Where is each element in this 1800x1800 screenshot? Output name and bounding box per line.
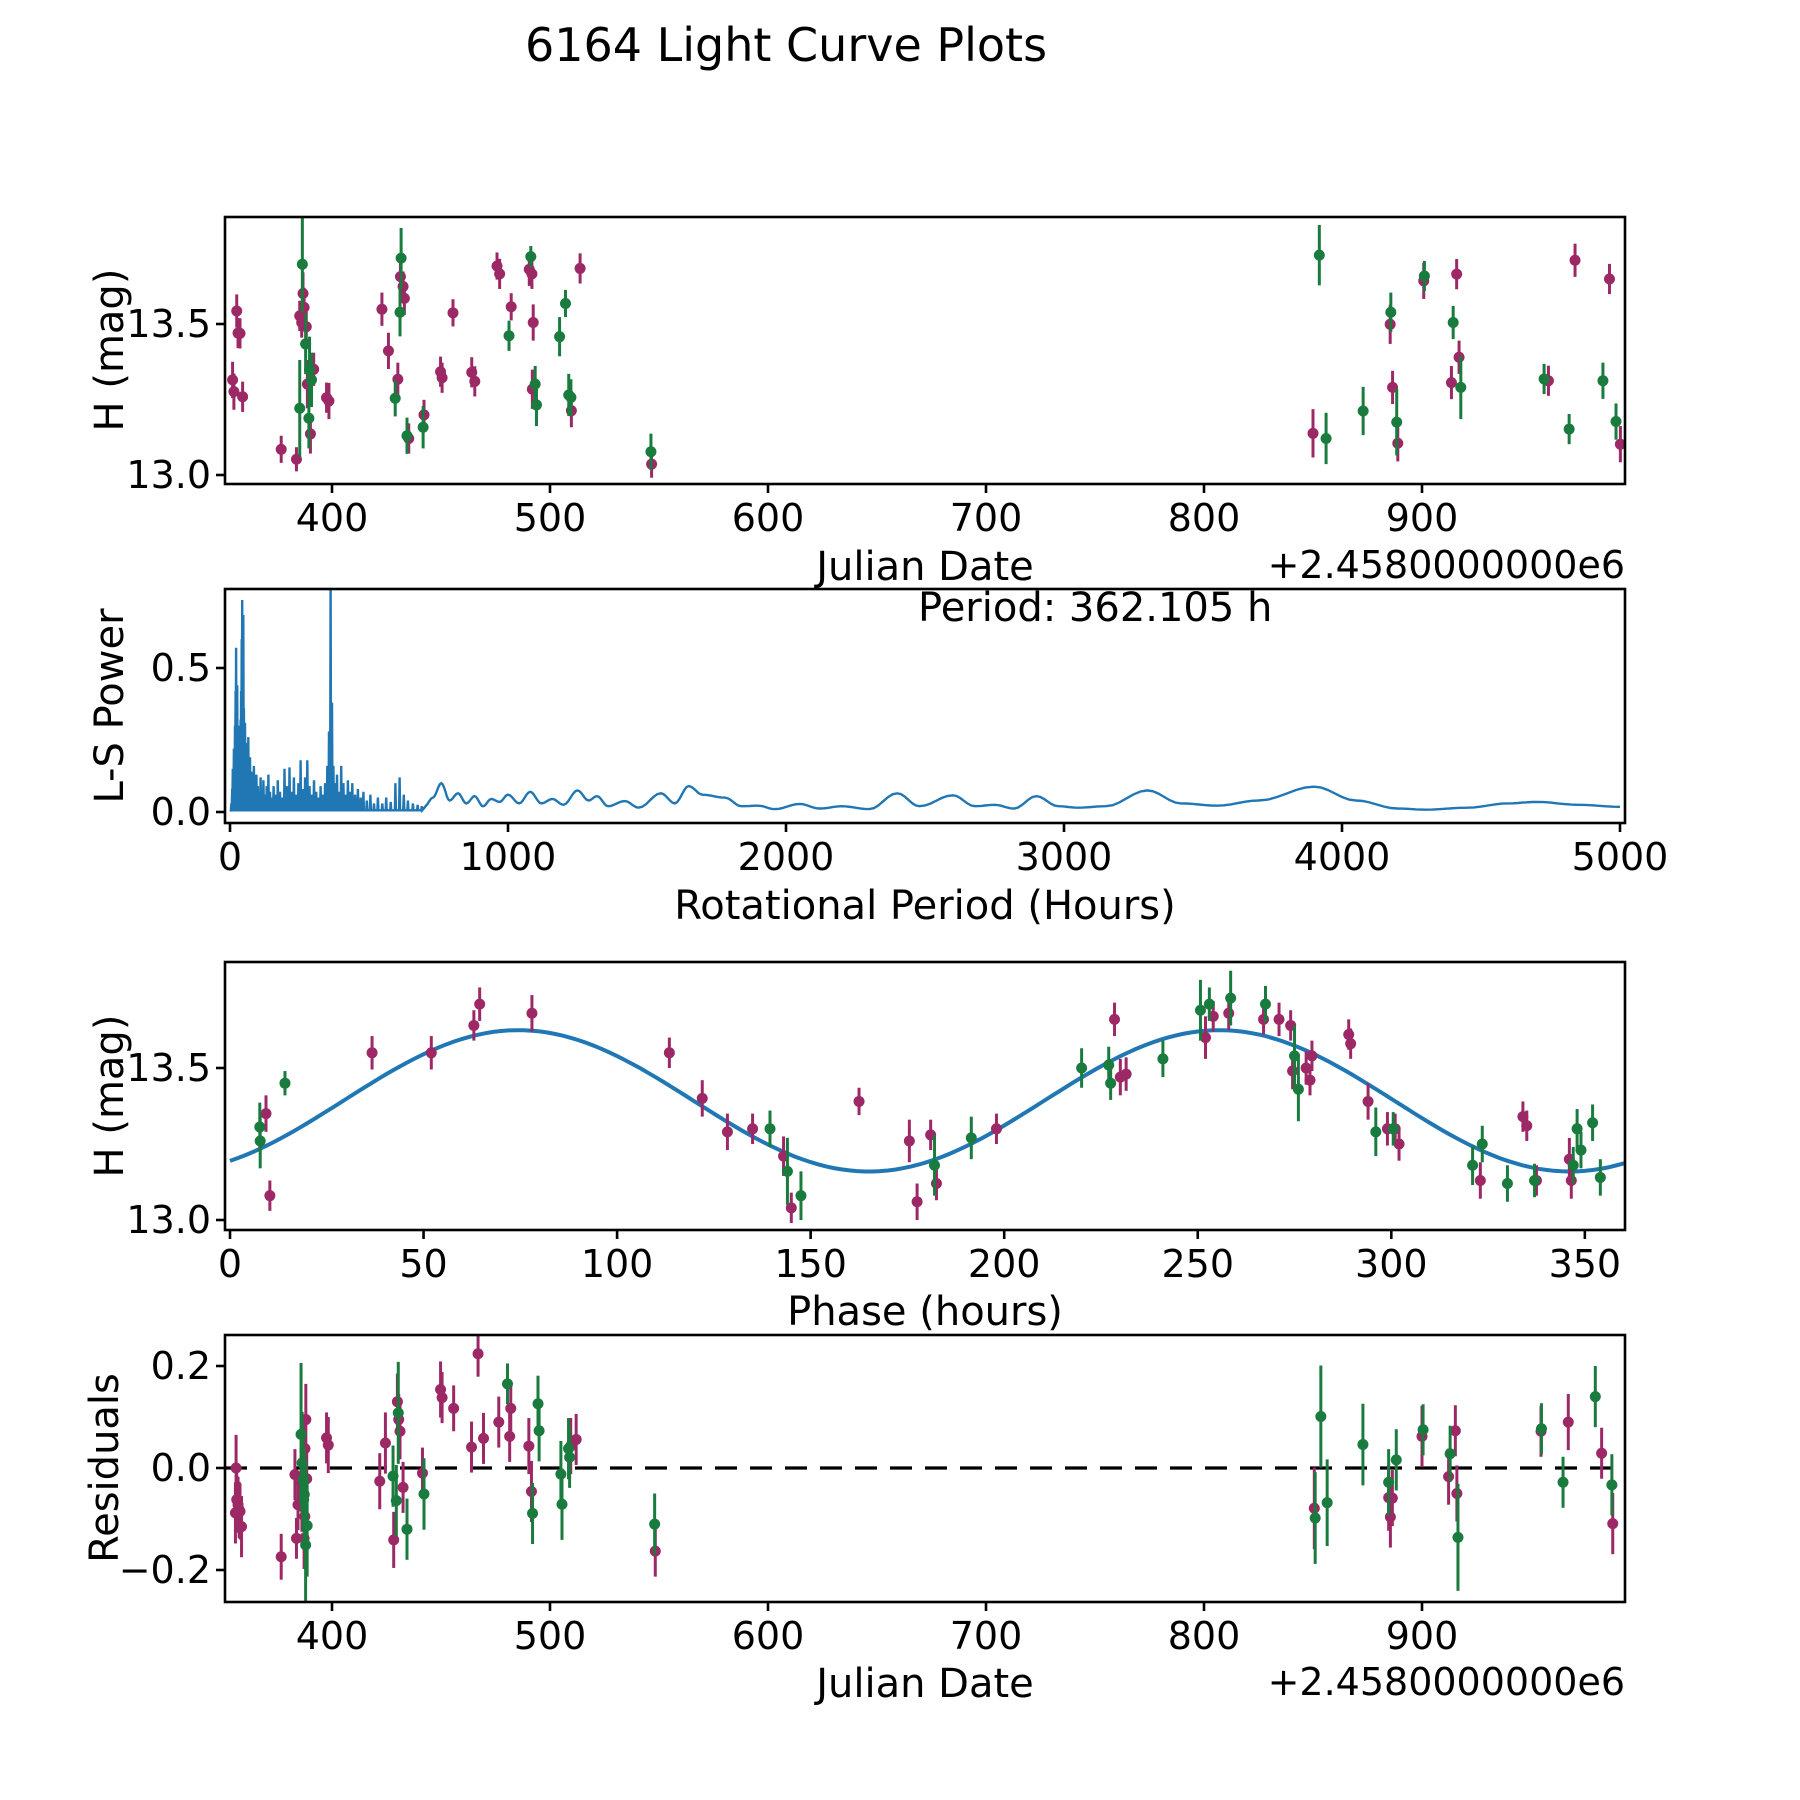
data-point	[1225, 993, 1236, 1004]
data-point	[303, 413, 314, 424]
data-point	[323, 396, 334, 407]
data-point	[565, 392, 576, 403]
data-point	[306, 374, 317, 385]
data-point	[417, 1468, 428, 1479]
data-point	[1343, 1029, 1354, 1040]
data-point	[1454, 352, 1465, 363]
data-point	[1558, 1477, 1569, 1488]
residuals-data	[225, 1331, 1625, 1627]
data-point	[1287, 1066, 1298, 1077]
data-point	[1310, 1512, 1321, 1523]
data-point	[1109, 1014, 1120, 1025]
data-point	[264, 1190, 275, 1201]
lightcurve-x-tick-label: 600	[731, 496, 805, 540]
data-point	[556, 1499, 567, 1510]
data-point	[645, 446, 656, 457]
data-point	[1590, 1391, 1601, 1402]
data-point	[904, 1135, 915, 1146]
data-point	[1345, 1038, 1356, 1049]
data-point	[1452, 1532, 1463, 1543]
data-point	[504, 1431, 515, 1442]
data-point	[1587, 1117, 1598, 1128]
phase-y-axis-label: H (mag)	[87, 1014, 133, 1178]
data-point	[426, 1047, 437, 1058]
data-point	[1308, 428, 1319, 439]
phase-x-tick-label: 50	[399, 1242, 448, 1286]
data-point	[231, 306, 242, 317]
data-point	[1305, 1075, 1316, 1086]
data-point	[1223, 1008, 1234, 1019]
data-point	[1446, 377, 1457, 388]
data-point	[447, 307, 458, 318]
data-point	[1306, 1050, 1317, 1061]
data-point	[469, 376, 480, 387]
sinusoid-fit-curve	[230, 1030, 1631, 1171]
lightcurve-x-tick-label: 700	[949, 496, 1023, 540]
data-point	[1448, 317, 1459, 328]
residuals-y-tick-label: 0.2	[150, 1344, 211, 1388]
periodogram-x-tick-label: 3000	[1015, 835, 1113, 879]
periodogram-x-axis-label: Rotational Period (Hours)	[674, 883, 1176, 929]
data-point	[1195, 1005, 1206, 1016]
phase-y-tick-label: 13.0	[126, 1198, 211, 1242]
data-point	[526, 1008, 537, 1019]
data-point	[396, 253, 407, 264]
lightcurve-purple-series	[227, 244, 1626, 478]
data-point	[302, 1520, 313, 1531]
data-point	[912, 1196, 923, 1207]
data-point	[1103, 1059, 1114, 1070]
data-point	[1363, 1096, 1374, 1107]
data-point	[255, 1135, 266, 1146]
data-point	[1322, 1497, 1333, 1508]
data-point	[1076, 1063, 1087, 1074]
data-point	[1451, 269, 1462, 280]
data-point	[526, 268, 537, 279]
data-point	[1563, 1417, 1574, 1428]
data-point	[1596, 1448, 1607, 1459]
periodogram-y-tick-label: 0.5	[150, 646, 211, 690]
data-point	[795, 1190, 806, 1201]
data-point	[505, 1403, 516, 1414]
data-point	[1564, 424, 1575, 435]
data-point	[418, 1489, 429, 1500]
data-point	[1391, 417, 1402, 428]
lightcurve-y-tick-label: 13.0	[126, 453, 211, 497]
data-point	[1419, 270, 1430, 281]
residuals-x-tick-label: 600	[731, 1614, 805, 1658]
data-point	[468, 1020, 479, 1031]
data-point	[1383, 1477, 1394, 1488]
phase-data	[230, 971, 1631, 1223]
phase-green-series	[254, 971, 1606, 1220]
data-point	[1477, 1139, 1488, 1150]
data-point	[1358, 405, 1369, 416]
data-point	[929, 1160, 940, 1171]
data-point	[383, 345, 394, 356]
data-point	[1604, 274, 1615, 285]
data-point	[376, 304, 387, 315]
data-point	[534, 1425, 545, 1436]
lightcurve-axes-box	[225, 217, 1625, 484]
lightcurve-green-series	[294, 216, 1621, 470]
data-point	[722, 1126, 733, 1137]
data-point	[1455, 382, 1466, 393]
data-point	[765, 1123, 776, 1134]
data-point	[523, 1441, 534, 1452]
data-point	[1391, 1454, 1402, 1465]
data-point	[560, 298, 571, 309]
data-point	[1315, 1411, 1326, 1422]
data-point	[1502, 1178, 1513, 1189]
residuals-y-tick-label: 0.0	[150, 1446, 211, 1490]
data-point	[1385, 1511, 1396, 1522]
data-point	[1445, 1448, 1456, 1459]
data-point	[1258, 1014, 1269, 1025]
residuals-y-tick-label: −0.2	[118, 1548, 211, 1592]
data-point	[418, 422, 429, 433]
data-point	[261, 1108, 272, 1119]
phase-y-tick-label: 13.5	[126, 1046, 211, 1090]
data-point	[276, 444, 287, 455]
data-point	[393, 1407, 404, 1418]
data-point	[782, 1166, 793, 1177]
data-point	[506, 301, 517, 312]
data-point	[991, 1123, 1002, 1134]
lightcurve-x-tick-label: 400	[295, 496, 369, 540]
data-point	[448, 1403, 459, 1414]
data-point	[1595, 1172, 1606, 1183]
data-point	[1467, 1160, 1478, 1171]
data-point	[1274, 1014, 1285, 1025]
residuals-x-offset-text: +2.4580000000e6	[1267, 1660, 1625, 1704]
data-point	[1566, 1175, 1577, 1186]
phase-axes-box	[225, 962, 1625, 1230]
phase-x-axis-label: Phase (hours)	[787, 1289, 1063, 1335]
residuals-green-series	[296, 1362, 1618, 1627]
lightcurve-x-offset-text: +2.4580000000e6	[1267, 543, 1625, 587]
data-point	[474, 999, 485, 1010]
phase-x-tick-label: 350	[1548, 1242, 1622, 1286]
periodogram-y-tick-label: 0.0	[150, 790, 211, 834]
data-point	[401, 1524, 412, 1535]
data-point	[564, 1452, 575, 1463]
data-point	[1539, 373, 1550, 384]
data-point	[571, 1434, 582, 1445]
data-point	[1521, 1120, 1532, 1131]
phase-x-tick-label: 200	[967, 1242, 1041, 1286]
residuals-panel	[216, 1331, 1625, 1627]
data-point	[1370, 1126, 1381, 1137]
data-point	[297, 259, 308, 270]
data-point	[395, 1426, 406, 1437]
phase-x-tick-label: 100	[580, 1242, 654, 1286]
data-point	[554, 331, 565, 342]
data-point	[1121, 1069, 1132, 1080]
data-point	[276, 1551, 287, 1562]
periodogram-x-tick-label: 1000	[459, 835, 557, 879]
periodogram-x-tick-label: 4000	[1293, 835, 1391, 879]
data-point	[1293, 1084, 1304, 1095]
lightcurve-data	[227, 216, 1626, 478]
data-point	[294, 403, 305, 414]
data-point	[398, 1482, 409, 1493]
figure-title: 6164 Light Curve Plots	[524, 18, 1048, 72]
phase-x-tick-label: 150	[774, 1242, 847, 1286]
residuals-x-tick-label: 900	[1385, 1614, 1459, 1658]
data-point	[504, 330, 515, 341]
data-point	[299, 302, 310, 313]
data-point	[697, 1093, 708, 1104]
data-point	[237, 391, 248, 402]
data-point	[493, 1417, 504, 1428]
data-point	[527, 1508, 538, 1519]
data-point	[437, 1392, 448, 1403]
residuals-x-tick-label: 800	[1167, 1614, 1241, 1658]
data-point	[528, 317, 539, 328]
phase-panel	[216, 962, 1631, 1239]
data-point	[525, 251, 536, 262]
data-point	[1357, 1439, 1368, 1450]
data-point	[304, 364, 315, 375]
phase-x-tick-label: 300	[1355, 1242, 1428, 1286]
residuals-x-tick-label: 700	[949, 1614, 1023, 1658]
data-point	[473, 1348, 484, 1359]
residuals-x-tick-label: 500	[513, 1614, 587, 1658]
data-point	[1105, 1078, 1116, 1089]
data-point	[1157, 1053, 1168, 1064]
residuals-purple-series	[230, 1331, 1618, 1580]
lightcurve-x-tick-label: 900	[1385, 496, 1459, 540]
data-point	[1529, 1175, 1540, 1186]
data-point	[1418, 1424, 1429, 1435]
data-point	[494, 268, 505, 279]
data-point	[649, 1519, 660, 1530]
data-point	[1597, 375, 1608, 386]
data-point	[235, 1506, 246, 1517]
data-point	[478, 1433, 489, 1444]
lightcurve-y-axis-label: H (mag)	[87, 268, 133, 432]
data-point	[1611, 416, 1622, 427]
data-point	[1575, 1145, 1586, 1156]
data-point	[374, 1476, 385, 1487]
lightcurve-x-tick-label: 800	[1167, 496, 1241, 540]
data-point	[1388, 1123, 1399, 1134]
data-point	[323, 1440, 334, 1451]
lightcurve-panel	[216, 216, 1626, 493]
residuals-y-axis-label: Residuals	[82, 1373, 128, 1563]
data-point	[305, 428, 316, 439]
data-point	[854, 1096, 865, 1107]
data-point	[401, 430, 412, 441]
data-point	[1394, 1139, 1405, 1150]
data-point	[575, 263, 586, 274]
residuals-x-tick-label: 400	[295, 1614, 369, 1658]
data-point	[1475, 1175, 1486, 1186]
data-point	[1260, 999, 1271, 1010]
periodogram-x-tick-label: 5000	[1571, 835, 1669, 879]
data-point	[391, 1495, 402, 1506]
data-point	[664, 1047, 675, 1058]
lightcurve-x-tick-label: 500	[513, 496, 587, 540]
lightcurve-y-tick-label: 13.5	[126, 302, 211, 346]
data-point	[931, 1178, 942, 1189]
periodogram-x-tick-label: 0	[217, 835, 243, 879]
data-point	[1570, 255, 1581, 266]
residuals-x-axis-label: Julian Date	[816, 1661, 1034, 1707]
periodogram-y-axis-label: L-S Power	[87, 608, 133, 804]
phase-x-tick-label: 250	[1161, 1242, 1235, 1286]
data-point	[300, 1540, 311, 1551]
data-point	[966, 1132, 977, 1143]
data-point	[1204, 999, 1215, 1010]
periodogram-x-tick-label: 2000	[737, 835, 835, 879]
lightcurve-x-axis-label: Julian Date	[816, 544, 1034, 590]
data-point	[747, 1123, 758, 1134]
data-point	[279, 1078, 290, 1089]
data-point	[1314, 250, 1325, 261]
data-point	[367, 1047, 378, 1058]
data-point	[1606, 1479, 1617, 1490]
data-point	[395, 307, 406, 318]
data-point	[235, 328, 246, 339]
data-point	[1568, 1160, 1579, 1171]
data-point	[380, 1438, 391, 1449]
data-point	[390, 393, 401, 404]
data-point	[1385, 307, 1396, 318]
data-point	[1321, 433, 1332, 444]
data-point	[1536, 1423, 1547, 1434]
data-point	[1443, 1471, 1454, 1482]
data-point	[531, 399, 542, 410]
data-point	[1607, 1518, 1618, 1529]
data-point	[437, 372, 448, 383]
phase-purple-series	[261, 987, 1577, 1223]
data-point	[502, 1378, 513, 1389]
data-point	[236, 1521, 247, 1532]
phase-x-tick-label: 0	[217, 1242, 243, 1286]
best-period-annotation: Period: 362.105 h	[918, 585, 1273, 631]
data-point	[466, 1442, 477, 1453]
